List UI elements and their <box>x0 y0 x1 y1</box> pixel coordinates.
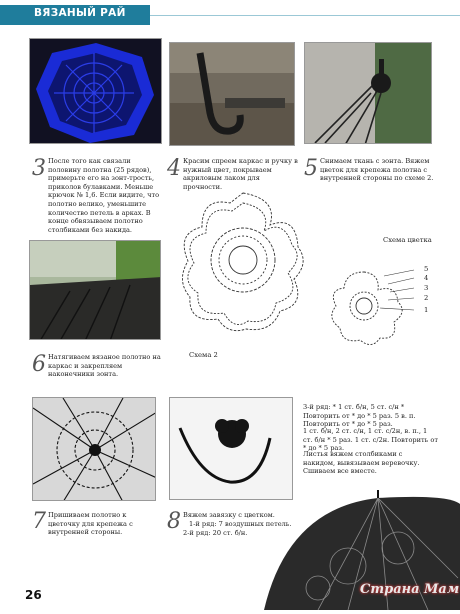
step-8-line-1: Вяжем завязку с цветком. <box>183 511 275 519</box>
step-8-number: 8 <box>167 509 181 534</box>
step-4-number: 4 <box>167 156 181 181</box>
step-4-text: Красим спреем каркас и ручку в нужный цвет, покрываем акриловым лаком для прочности. <box>183 157 298 191</box>
watermark: Страна Мам <box>360 582 460 597</box>
handle-image <box>170 43 295 146</box>
row-number-3: 3 <box>424 284 429 292</box>
step-6-number: 6 <box>32 352 46 377</box>
instruction-row-4: 1 ст. б/н, 2 ст. с/н, 1 ст. с/2н, в. п., 1 ст. б/н * 5 раз. 1 ст. с/2н. Повторить от * до * 5 раз. <box>303 427 438 453</box>
step-8-line-2: 1-й ряд: 7 воздушных петель. <box>189 520 292 528</box>
inside-image <box>33 398 156 501</box>
step-7-text: Пришиваем полотно к цветочку для крепежа с внутренней стороны. <box>48 511 133 537</box>
scheme-2-drawing <box>180 185 306 335</box>
photo-inside <box>32 397 156 501</box>
row-number-2: 2 <box>424 294 429 302</box>
flower-scheme-diagram <box>322 262 422 348</box>
scheme-2-diagram <box>180 185 306 335</box>
frame-image <box>30 241 161 340</box>
photo-handle <box>169 42 295 146</box>
tie-image <box>170 398 293 500</box>
photo-umbrella-top <box>29 38 162 144</box>
row-number-5: 5 <box>424 265 429 273</box>
page-number: 26 <box>25 588 42 602</box>
row-number-1: 1 <box>424 306 429 314</box>
step-7-number: 7 <box>32 509 46 534</box>
flower-scheme-drawing <box>322 262 422 348</box>
step-3-number: 3 <box>32 156 46 181</box>
scheme-2-label: Схема 2 <box>189 351 218 359</box>
header-rule <box>150 15 460 16</box>
tip-image <box>305 43 432 144</box>
step-3-text: После того как связали половину полотна (25 рядов), примерьте его на зонт-трость, приколов булавками. Меньше крючок № 1,6. Если видите, что полотно велико, уменьшите количество петель в арках. В конце обвязываем полотно столбиками без накида. <box>48 157 160 234</box>
section-title: ВЯЗАНЫЙ РАЙ <box>34 7 126 19</box>
step-6-text: Натягиваем вязаное полотно на каркас и закрепляем наконечники зонта. <box>48 353 161 379</box>
row-number-4: 4 <box>424 274 429 282</box>
step-5-text: Снимаем ткань с зонта. Вяжем цветок для крепежа полотна с внутренней стороны по схеме 2. <box>320 157 434 183</box>
step-8-line-3: 2-й ряд: 20 ст. б/н. <box>183 529 248 537</box>
instruction-leaves: Листья вяжем столбиками с накидом, вывязываем веревочку. Сшиваем все вместе. <box>303 450 420 476</box>
photo-frame <box>29 240 161 340</box>
flower-scheme-label: Схема цветка <box>383 236 432 244</box>
page-header <box>0 0 460 30</box>
instruction-row-3: 3-й ряд: * 1 ст. б/н, 5 ст. с/н * Повторить от * до * 5 раз. 5 в. п. Повторить от * до * 5 раз. <box>303 403 416 429</box>
photo-tie <box>169 397 293 500</box>
step-5-number: 5 <box>304 156 318 181</box>
photo-tip <box>304 42 432 144</box>
umbrella-top-image <box>30 39 162 144</box>
